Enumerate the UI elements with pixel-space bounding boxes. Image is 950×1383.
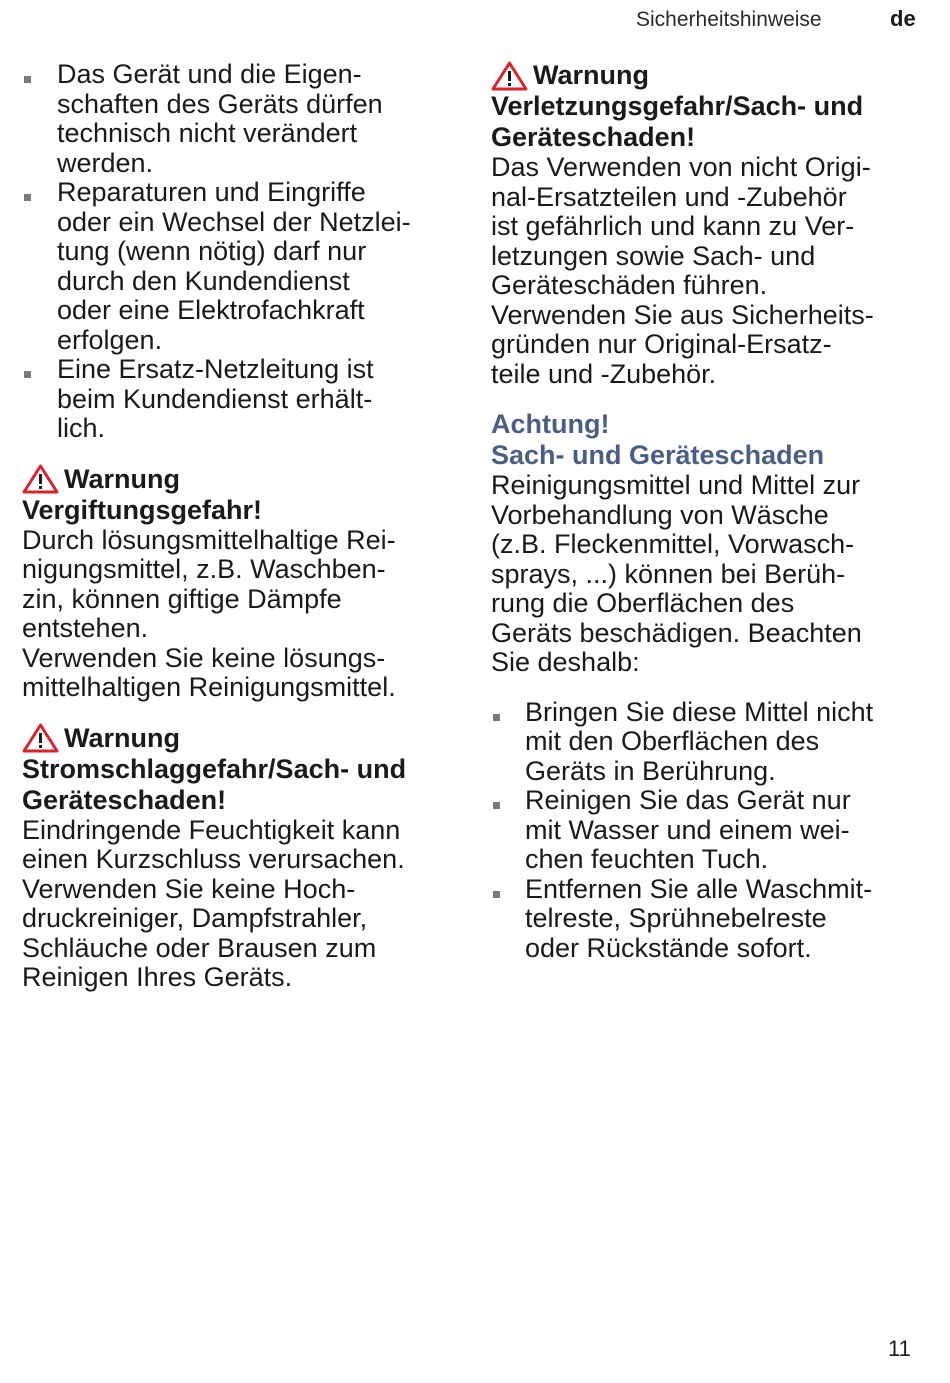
text-line: oder eine Elektrofachkraft xyxy=(57,295,365,325)
text-line: Geräts in Berührung. xyxy=(525,755,776,786)
list-item-text xyxy=(57,59,383,178)
text-line: lich. xyxy=(57,413,106,443)
text-line: Achtung! xyxy=(491,409,610,439)
text-line: nigungsmittel, z.B. Waschben- xyxy=(22,554,386,584)
text-line: Das Gerät und die Eigen- xyxy=(57,59,362,89)
right-bullet-list xyxy=(491,698,931,964)
text-line: Vorbehandlung von Wäsche xyxy=(491,499,829,530)
warning-heading xyxy=(22,723,462,754)
text-line: Geräteschaden! xyxy=(22,784,227,815)
text-line: Sach- und Geräteschaden xyxy=(491,440,825,470)
list-item xyxy=(491,875,931,964)
text-line: oder ein Wechsel der Netzlei- xyxy=(57,206,411,237)
text-line: zin, können giftige Dämpfe xyxy=(22,583,342,614)
text-line: nal-Ersatzteilen und -Zubehör xyxy=(491,181,847,212)
caution-text xyxy=(491,471,931,678)
text-line: ist gefährlich und kann zu Ver- xyxy=(491,211,855,241)
warning-text xyxy=(491,153,931,389)
text-line: Reinigen Ihres Geräts. xyxy=(22,962,293,992)
caution-title xyxy=(491,409,931,471)
list-item xyxy=(491,786,931,875)
text-line: Stromschlaggefahr/Sach- und xyxy=(22,753,407,784)
text-line: Reinigen Sie das Gerät nur xyxy=(525,785,851,815)
text-line: einen Kurzschluss verursachen. xyxy=(22,844,405,874)
text-line: Entfernen Sie alle Waschmit- xyxy=(525,873,873,904)
warning-heading xyxy=(491,60,931,91)
text-line: mittelhaltigen Reinigungsmittel. xyxy=(22,672,396,702)
list-item xyxy=(22,355,462,444)
warning-title xyxy=(22,754,462,816)
text-line: teile und -Zubehör. xyxy=(491,358,717,389)
warning-label: Warnung xyxy=(533,60,649,90)
text-line: technisch nicht verändert xyxy=(57,118,358,148)
text-line: (z.B. Fleckenmittel, Vorwasch- xyxy=(491,529,855,559)
list-item xyxy=(491,698,931,787)
warning-block-poisoning xyxy=(22,464,462,703)
caution-block xyxy=(491,409,931,678)
warning-block-injury xyxy=(491,60,931,389)
text-line: Vergiftungsgefahr! xyxy=(22,494,263,525)
list-item-text xyxy=(57,177,411,355)
text-line: Durch lösungsmittelhaltige Rei- xyxy=(22,524,396,555)
warning-label: Warnung xyxy=(64,463,180,494)
text-line: schaften des Geräts dürfen xyxy=(57,88,383,119)
bullet-square-icon xyxy=(24,76,31,83)
text-line: Reparaturen und Eingriffe xyxy=(57,177,366,207)
warning-label: Warnung xyxy=(64,722,180,753)
text-line: erfolgen. xyxy=(57,324,163,355)
bullet-square-icon xyxy=(493,802,500,809)
bullet-square-icon xyxy=(24,371,31,378)
text-line: Verwenden Sie keine Hoch- xyxy=(22,873,356,904)
text-line: oder Rückstände sofort. xyxy=(525,932,812,963)
list-item-text xyxy=(525,874,872,963)
warning-triangle-icon xyxy=(491,61,528,91)
text-line: druckreiniger, Dampfstrahler, xyxy=(22,903,368,933)
warning-triangle-icon xyxy=(22,464,59,494)
header-language-code: de xyxy=(890,6,916,31)
page-number: 11 xyxy=(888,1336,911,1361)
text-line: Eine Ersatz-Netzleitung ist xyxy=(57,354,374,384)
text-line: Eindringende Feuchtigkeit kann xyxy=(22,814,401,845)
text-line: Sie deshalb: xyxy=(491,647,640,677)
text-line: Verletzungsgefahr/Sach- und xyxy=(491,91,864,121)
text-line: mit Wasser und einem wei- xyxy=(525,814,850,845)
warning-triangle-icon xyxy=(22,723,59,753)
warning-title xyxy=(491,91,931,153)
left-column xyxy=(22,60,462,993)
text-line: Verwenden Sie aus Sicherheits- xyxy=(491,299,874,330)
bullet-square-icon xyxy=(24,194,31,201)
text-line: Reinigungsmittel und Mittel zur xyxy=(491,470,861,500)
left-bullet-list xyxy=(22,60,462,444)
text-line: Verwenden Sie keine lösungs- xyxy=(22,642,386,673)
text-line: mit den Oberflächen des xyxy=(525,726,820,756)
text-line: Das Verwenden von nicht Origi- xyxy=(491,152,871,182)
text-line: werden. xyxy=(57,147,154,178)
text-line: telreste, Sprühnebelreste xyxy=(525,903,827,933)
list-item xyxy=(22,178,462,355)
warning-text xyxy=(22,816,462,993)
text-line: tung (wenn nötig) darf nur xyxy=(57,236,367,266)
text-line: gründen nur Original-Ersatz- xyxy=(491,329,832,359)
list-item-text xyxy=(57,354,374,443)
list-item xyxy=(22,60,462,178)
bullet-square-icon xyxy=(493,714,500,721)
text-line: durch den Kundendienst xyxy=(57,265,350,296)
text-line: rung die Oberflächen des xyxy=(491,588,795,618)
text-line: Geräts beschädigen. Beachten xyxy=(491,617,862,648)
text-line: Geräteschäden führen. xyxy=(491,270,768,300)
text-line: entstehen. xyxy=(22,613,149,643)
text-line: beim Kundendienst erhält- xyxy=(57,383,373,414)
text-line: chen feuchten Tuch. xyxy=(525,844,769,874)
text-line: letzungen sowie Sach- und xyxy=(491,240,816,271)
list-item-text xyxy=(525,785,851,874)
text-line: Geräteschaden! xyxy=(491,122,696,152)
warning-text xyxy=(22,526,462,703)
right-column xyxy=(491,60,931,963)
text-line: sprays, ...) können bei Berüh- xyxy=(491,558,846,589)
warning-heading xyxy=(22,464,462,495)
text-line: Bringen Sie diese Mittel nicht xyxy=(525,696,874,727)
warning-title xyxy=(22,495,462,526)
list-item-text xyxy=(525,697,873,786)
bullet-square-icon xyxy=(493,891,500,898)
header-section-title: Sicherheitshinweise xyxy=(636,8,822,31)
warning-block-electric-shock xyxy=(22,723,462,993)
text-line: Schläuche oder Brausen zum xyxy=(22,932,377,963)
